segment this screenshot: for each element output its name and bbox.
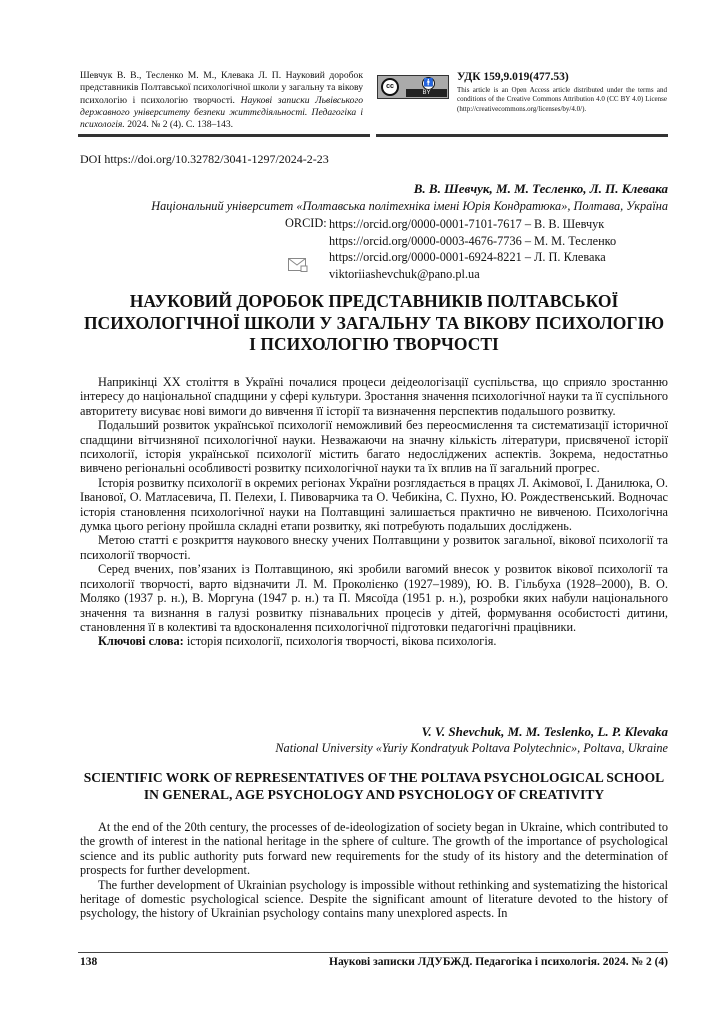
keywords-label: Ключові слова: bbox=[98, 634, 184, 649]
article-title-ua: НАУКОВИЙ ДОРОБОК ПРЕДСТАВНИКІВ ПОЛТАВСЬКОЇ ПСИХОЛОГІЧНОЇ ШКОЛИ У ЗАГАЛЬНУ ТА ВІКОВУ ПСИХОЛОГІЮ І ПСИХОЛОГІЮ ТВОРЧОСТІ bbox=[83, 291, 665, 354]
authors-ua: В. В. Шевчук, М. М. Тесленко, Л. П. Клевака bbox=[413, 181, 668, 196]
header-rule-right bbox=[376, 134, 668, 137]
page-number: 138 bbox=[80, 956, 98, 968]
doi-link[interactable]: DOI https://doi.org/10.32782/3041-1297/2024-2-23 bbox=[80, 152, 329, 166]
abstract-ua bbox=[80, 375, 668, 649]
citation-text: Шевчук В. В., Тесленко М. М., Клевака Л. П. Науковий доробок представників Полтавської психологічної школи у загальну та вікову психологію і психологію творчості. bbox=[80, 70, 363, 106]
abstract-paragraph: Подальший розвиток української психології неможливий без переосмислення та систематизації історичної спадщини вітчизняної психологічної науки. Незважаючи на значну кількість літератури, присвяченої історії психології, історія української психології містить багато недосліджених аспектів. Зокрема, недостатньо вивчено регіональні особливості розвитку психологічної науки та їх вплив на її загальний прогрес. bbox=[80, 418, 668, 476]
cc-by-license-badge[interactable] bbox=[377, 75, 449, 99]
keywords-ua bbox=[80, 634, 668, 648]
article-title-en: SCIENTIFIC WORK OF REPRESENTATIVES OF THE POLTAVA PSYCHOLOGICAL SCHOOL IN GENERAL, AGE PSYCHOLOGY AND PSYCHOLOGY OF CREATIVITY bbox=[83, 770, 665, 802]
person-icon: 🚹 bbox=[422, 77, 435, 90]
abstract-paragraph: Серед вчених, пов’язаних із Полтавщиною, які зробили вагомий внесок у розвиток вікової психології та психології творчості, варто відзначити Л. М. Проколієнко (1927–1989), Ю. В. Гільбуха (1928–2000), В. О. Моляко (1937 р. н.), В. Моргуна (1947 р. н.) та П. Мясоїда (1951 р. н.), розробки яких набули національного значення та визнання в галузі розвитку пізнавальних процесів у дітей, формування особистості дитини, становлення її в колективі та вдосконалення психологічної підготовки педагогічні працівники. bbox=[80, 562, 668, 634]
abstract-paragraph: Історія розвитку психології в окремих регіонах України розглядається в працях Л. Акімової, І. Данилюка, О. Іванової, О. Матласевича, П. Пелехи, І. Пивоварчика та О. Чебикіна, С. Пухно, Ю. Рождественський. Водночас історія становлення психологічної науки на Полтавщині залишається практично не вивченою. Психологічна думка цього регіону пройшла складні етапи розвитку, які потребують подальших досліджень. bbox=[80, 475, 668, 534]
citation-journal: Наукові записки Львівського державного університету безпеки життєдіяльності. Педагогіка і психологія. bbox=[80, 94, 363, 131]
header-rule-left bbox=[78, 134, 370, 137]
citation-tail: 2024. № 2 (4). С. 138–143. bbox=[124, 119, 234, 131]
license-text: This article is an Open Access article distributed under the terms and conditions of the Creative Commons Attribution 4.0 (CC BY 4.0) License (http://creativecommons.org/licenses/by/4.0/). bbox=[457, 86, 667, 113]
abstract-paragraph: At the end of the 20th century, the processes of de-ideologization of society began in Ukraine, which contributed to the growth of interest in the national heritage in the sphere of culture. The growth of the importance of psychological science and its public authority puts forward new requirements for the study of its history and the determination of prospects for further development. bbox=[80, 820, 668, 878]
keywords-text: історія психології, психологія творчості, вікова психологія. bbox=[183, 634, 497, 649]
authors-en: V. V. Shevchuk, M. M. Teslenko, L. P. Klevaka bbox=[421, 724, 668, 739]
affiliation-en: National University «Yuriy Kondratyuk Poltava Polytechnic», Poltava, Ukraine bbox=[275, 741, 668, 755]
citation-block bbox=[80, 70, 363, 131]
journal-footer: Наукові записки ЛДУБЖД. Педагогіка і психологія. 2024. № 2 (4) bbox=[329, 956, 668, 968]
orcid-list bbox=[329, 216, 616, 282]
affiliation-ua: Національний університет «Полтавська політехніка імені Юрія Кондратюка», Полтава, Україна bbox=[151, 199, 668, 213]
orcid-label: ORCID: bbox=[285, 216, 327, 230]
udk-code: УДК 159,9.019(477.53) bbox=[457, 71, 569, 83]
envelope-icon bbox=[288, 258, 308, 272]
abstract-en bbox=[80, 820, 668, 921]
orcid-link[interactable]: https://orcid.org/0000-0001-7101-7617 – В. В. Шевчук bbox=[329, 217, 605, 231]
footer-rule bbox=[78, 952, 668, 953]
cc-icon: cc bbox=[381, 78, 399, 96]
orcid-link[interactable]: https://orcid.org/0000-0001-6924-8221 – Л. П. Клевака bbox=[329, 250, 606, 264]
email-link[interactable]: viktoriiashevchuk@pano.pl.ua bbox=[329, 266, 480, 281]
orcid-link[interactable]: https://orcid.org/0000-0003-4676-7736 – М. М. Тесленко bbox=[329, 233, 617, 248]
abstract-paragraph: Наприкінці XX століття в Україні почалися процеси деідеологізації суспільства, що сприяло зростанню інтересу до національної спадщини у сфері культури. Зростання значення психологічної науки та її суспільного авторитету висуває нові вимоги до вивчення її історії та визначення перспектив подальшого розвитку. bbox=[80, 375, 668, 418]
by-label: BY bbox=[406, 89, 447, 97]
abstract-paragraph: The further development of Ukrainian psychology is impossible without rethinking and systematizing the historical heritage of domestic psychological science. Despite the significant amount of literature devoted to the history of psychology, the history of Ukrainian psychology contains many unexplored aspects. In bbox=[80, 877, 668, 921]
abstract-paragraph: Метою статті є розкриття наукового внеску учених Полтавщини у розвиток загальної, вікової психології та психології творчості. bbox=[80, 533, 668, 562]
